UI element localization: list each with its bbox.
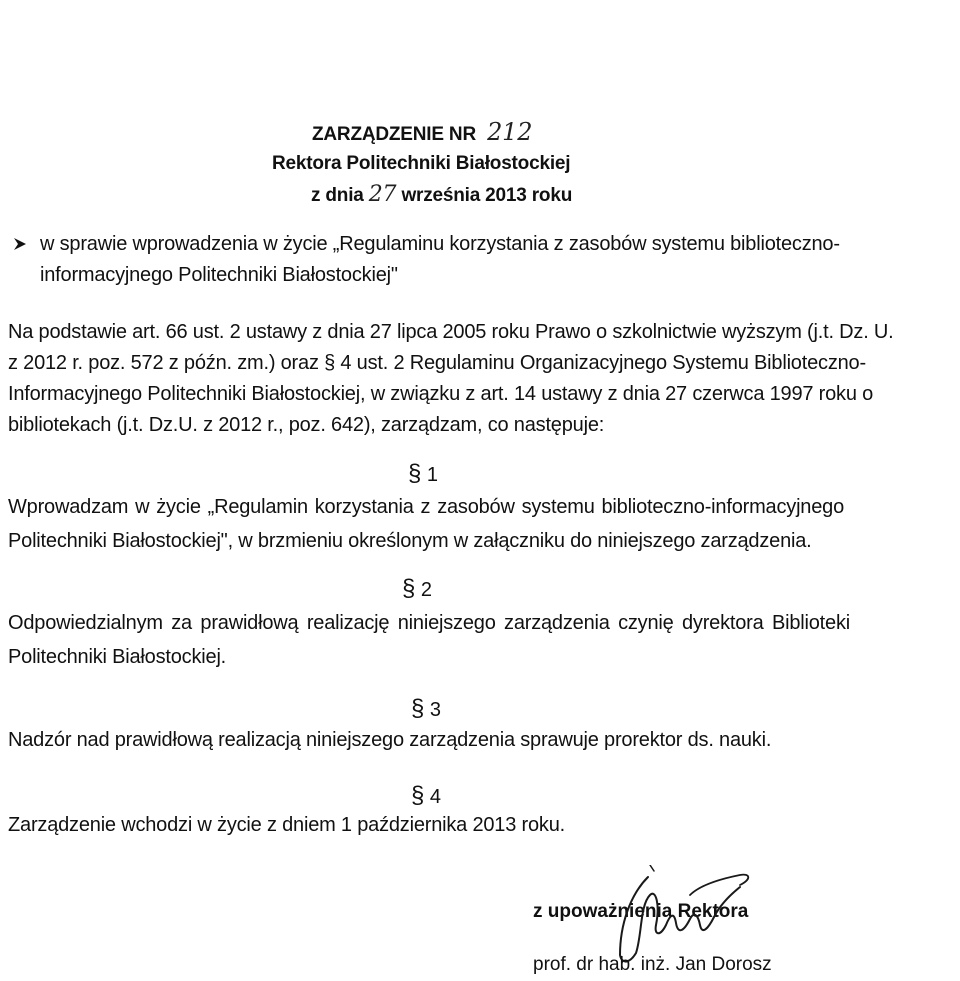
issuer-line: Rektora Politechniki Białostockiej	[272, 153, 571, 174]
section-text-4: Zarządzenie wchodzi w życie z dniem 1 października 2013 roku.	[8, 814, 565, 836]
section-symbol: §	[411, 695, 425, 722]
section-number: 3	[429, 699, 442, 721]
section-symbol: §	[408, 460, 422, 487]
preamble-line-3: Informacyjnego Politechniki Białostockiej, w związku z art. 14 ustawy z dnia 27 czerwca 1997 roku o	[8, 383, 874, 405]
section-symbol: §	[402, 575, 416, 602]
section-heading-2	[402, 577, 432, 602]
subject-line-2: informacyjnego Politechniki Białostockiej"	[40, 264, 398, 286]
preamble-line-2: z 2012 r. poz. 572 z późn. zm.) oraz § 4 ust. 2 Regulaminu Organizacyjnego Systemu Biblioteczno-	[8, 352, 866, 374]
signer-name: prof. dr hab. inż. Jan Dorosz	[533, 954, 772, 975]
handwritten-number: 212	[487, 118, 533, 146]
subject-line-1: w sprawie wprowadzenia w życie „Regulaminu korzystania z zasobów systemu biblioteczno-	[40, 233, 840, 255]
date-line	[311, 183, 572, 208]
preamble-line-4: bibliotekach (j.t. Dz.U. z 2012 r., poz. 642), zarządzam, co następuje:	[8, 414, 605, 436]
handwritten-day: 27	[368, 182, 397, 207]
preamble-line-1: Na podstawie art. 66 ust. 2 ustawy z dnia 27 lipca 2005 roku Prawo o szkolnictwie wyższym (j.t. Dz. U.	[8, 321, 894, 343]
section-text-1: Wprowadzam w życie „Regulamin korzystania z zasobów systemu biblioteczno-informacyjnego Politechniki Białostockiej", w brzmieniu określonym w załączniku do niniejszego zarządzenia.	[8, 496, 844, 552]
section-number: 2	[420, 579, 433, 601]
section-text-2: Odpowiedzialnym za prawidłową realizację niniejszego zarządzenia czynię dyrektora Biblioteki Politechniki Białostockiej.	[8, 612, 850, 668]
authorization-line: z upoważnienia Rektora	[533, 901, 749, 922]
document-title	[312, 120, 532, 147]
section-number: 1	[426, 464, 439, 486]
section-number: 4	[429, 786, 442, 808]
section-heading-3	[411, 697, 441, 722]
section-heading-4	[411, 784, 441, 809]
title-prefix: ZARZĄDZENIE NR	[312, 124, 476, 145]
section-symbol: §	[411, 782, 425, 809]
date-suffix: września 2013 roku	[401, 185, 573, 206]
date-prefix: z dnia	[311, 185, 364, 206]
arrowhead-bullet-icon	[12, 236, 28, 252]
section-text-3: Nadzór nad prawidłową realizacją niniejszego zarządzenia sprawuje prorektor ds. nauki.	[8, 729, 772, 751]
section-heading-1	[408, 462, 438, 487]
